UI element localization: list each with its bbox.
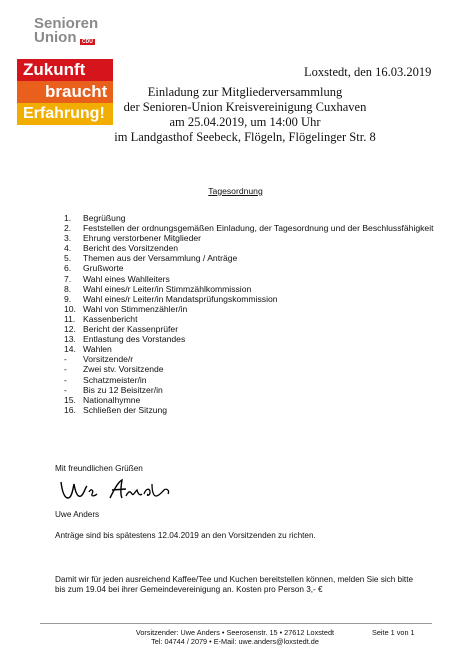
agenda-item xyxy=(64,334,434,344)
agenda-item xyxy=(64,324,434,334)
logo-line1: Senioren xyxy=(34,15,99,32)
agenda-item-text: Entlastung des Vorstandes xyxy=(83,334,186,345)
banner-line1: Zukunft xyxy=(17,59,113,81)
agenda-item xyxy=(64,223,434,233)
agenda-item-number: 3. xyxy=(64,233,72,244)
cdu-badge: CDU xyxy=(82,39,93,45)
agenda-item-number: - xyxy=(64,384,67,395)
footer-line1: Vorsitzender: Uwe Anders • Seerosenstr. 15 • 27612 Loxstedt xyxy=(135,628,335,637)
agenda-item xyxy=(64,375,434,385)
agenda-item-number: 8. xyxy=(64,283,72,294)
agenda-item-text: Feststellen der ordnungsgemäßen Einladung, der Tagesordnung und der Beschlussfähigkeit xyxy=(83,223,434,234)
agenda-item-number: - xyxy=(64,354,67,365)
agenda-item xyxy=(64,395,434,405)
agenda-item-number: 2. xyxy=(64,223,72,234)
agenda-item-number: 9. xyxy=(64,293,72,304)
agenda-item xyxy=(64,253,434,263)
agenda-item-number: - xyxy=(64,364,67,375)
agenda-item-number: 13. xyxy=(64,334,76,345)
footer-line2: Tel: 04744 / 2079 • E-Mail: uwe.anders@loxstedt.de xyxy=(151,637,319,646)
handwritten-signature xyxy=(58,476,178,506)
agenda-item-text: Nationalhymne xyxy=(83,394,141,405)
heading-line-1: Einladung zur Mitgliederversammlung xyxy=(147,85,343,99)
agenda-item-text: Wahl eines/r Leiter/in Stimmzählkommission xyxy=(83,283,252,294)
agenda-item xyxy=(64,304,434,314)
agenda-item-text: Bericht der Kassenprüfer xyxy=(83,324,179,335)
agenda-item-number: 11. xyxy=(64,313,76,324)
agenda-item-text: Grußworte xyxy=(83,263,124,274)
agenda-item-text: Wahlen xyxy=(83,344,112,355)
agenda-item xyxy=(64,274,434,284)
agenda-item-number: 15. xyxy=(64,394,76,405)
agenda-item-number: 7. xyxy=(64,273,72,284)
agenda-item-text: Bis zu 12 Beisitzer/in xyxy=(83,384,163,395)
agenda-item xyxy=(64,233,434,243)
note-registration xyxy=(55,575,413,595)
banner-line3: Erfahrung! xyxy=(17,103,113,125)
date-line: Loxstedt, den 16.03.2019 xyxy=(304,65,432,79)
agenda-item-number: 6. xyxy=(64,263,72,274)
logo-line2: Union xyxy=(34,29,77,46)
footer-contact xyxy=(100,628,370,646)
page-number: Seite 1 von 1 xyxy=(372,628,415,637)
agenda-item-number: - xyxy=(64,374,67,385)
agenda-item xyxy=(64,294,434,304)
agenda-item-text: Bericht des Vorsitzenden xyxy=(83,243,179,254)
heading-line-3: am 25.04.2019, um 14:00 Uhr xyxy=(169,115,321,129)
closing-text: Mit freundlichen Grüßen xyxy=(55,464,143,473)
agenda-item xyxy=(64,385,434,395)
invitation-heading xyxy=(110,85,380,145)
agenda-item-number: 12. xyxy=(64,324,76,335)
agenda-item-text: Begrüßung xyxy=(83,213,126,223)
agenda-item-text: Kassenbericht xyxy=(83,313,138,324)
agenda-item xyxy=(64,243,434,253)
agenda-item-text: Wahl eines/r Leiter/in Mandatsprüfungskommission xyxy=(83,293,278,304)
agenda-item-number: 14. xyxy=(64,344,76,355)
banner-line2: braucht xyxy=(17,81,113,103)
agenda-list xyxy=(64,213,434,415)
agenda-item-text: Wahl eines Wahlleiters xyxy=(83,273,170,284)
agenda-item xyxy=(64,284,434,294)
note-registration-line1: Damit wir für jeden ausreichend Kaffee/Tee und Kuchen bereitstellen können, melden Sie sich bitte xyxy=(55,575,414,584)
agenda-item xyxy=(64,364,434,374)
agenda-item-text: Ehrung verstorbener Mitglieder xyxy=(83,233,201,244)
agenda-item-number: 10. xyxy=(64,303,76,314)
agenda-item-text: Schatzmeister/in xyxy=(83,374,147,385)
agenda-item-text: Themen aus der Versammlung / Anträge xyxy=(83,253,238,264)
heading-line-4: im Landgasthof Seebeck, Flögeln, Flögelinger Str. 8 xyxy=(114,130,376,144)
note-motions: Anträge sind bis spätestens 12.04.2019 an den Vorsitzenden zu richten. xyxy=(55,531,316,540)
agenda-item xyxy=(64,405,434,415)
agenda-item-text: Vorsitzende/r xyxy=(83,354,134,365)
agenda-item-number: 1. xyxy=(64,213,72,223)
agenda-item-number: 16. xyxy=(64,404,76,415)
agenda-item xyxy=(64,314,434,324)
agenda-title: Tagesordnung xyxy=(208,186,263,196)
agenda-item-number: 5. xyxy=(64,253,72,264)
note-registration-line2: bis zum 19.04 bei ihrer Gemeindevereinigung an. Kosten pro Person 3,- € xyxy=(55,585,323,594)
signer-name: Uwe Anders xyxy=(55,510,100,519)
agenda-item xyxy=(64,263,434,273)
agenda-item-text: Wahl von Stimmenzähler/in xyxy=(83,303,188,314)
footer-divider xyxy=(40,623,432,624)
agenda-item-number: 4. xyxy=(64,243,72,254)
agenda-item xyxy=(64,213,434,223)
agenda-item xyxy=(64,354,434,364)
agenda-item-text: Zwei stv. Vorsitzende xyxy=(83,364,164,375)
heading-line-2: der Senioren-Union Kreisvereinigung Cuxhaven xyxy=(123,100,367,114)
agenda-item-text: Schließen der Sitzung xyxy=(83,404,168,415)
agenda-item xyxy=(64,344,434,354)
